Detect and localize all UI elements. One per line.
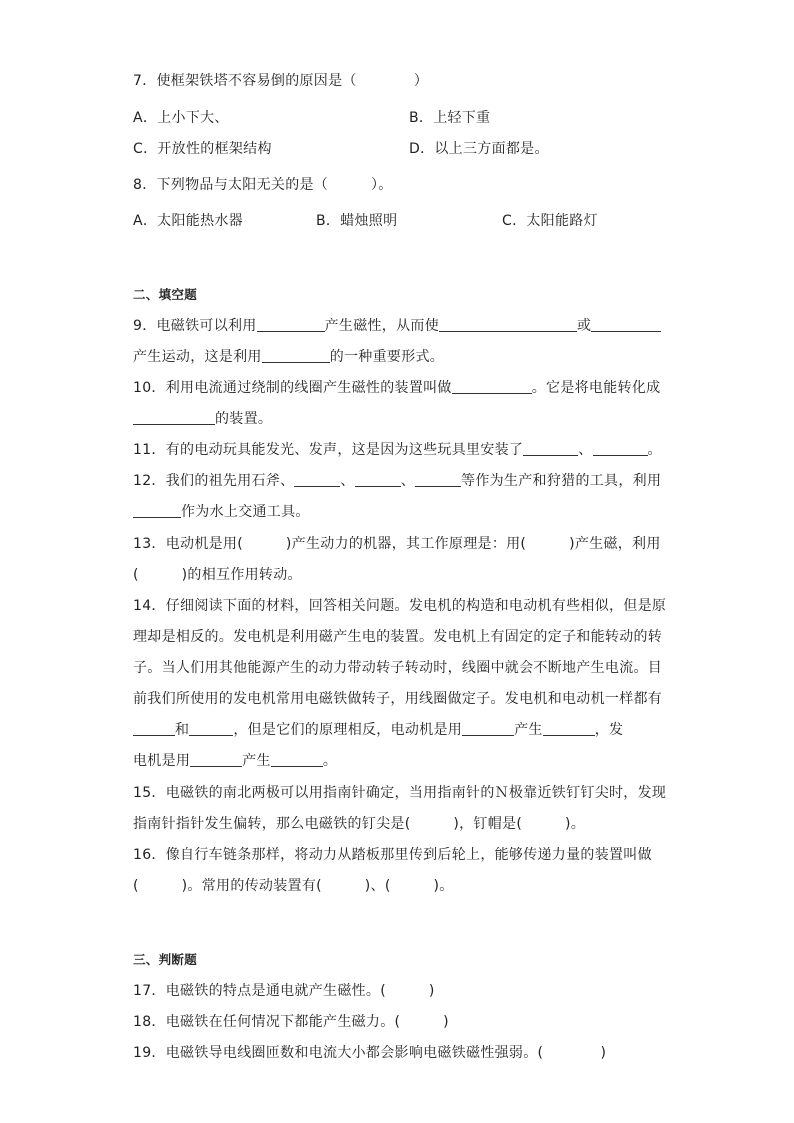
q14-line6: 电机是用 产生 。	[133, 753, 338, 769]
q14-line4: 前我们所使用的发电机常用电磁铁做转子，用线圈做定子。发电机和电动机一样都有	[133, 691, 663, 707]
q8-stem: 8．下列物品与太阳无关的是（ ）。	[133, 177, 393, 193]
q16-line1: 16．像自行车链条那样，将动力从踏板那里传到后轮上，能够传递力量的装置叫做	[133, 847, 652, 863]
q7-stem: 7．使框架铁塔不容易倒的原因是（ ）	[133, 73, 429, 89]
q8-option-a: A．太阳能热水器	[133, 213, 243, 229]
q10-line1: 10．利用电流通过绕制的线圈产生磁性的装置叫做 。它是将电能转化成	[133, 380, 661, 396]
q9-line1: 9．电磁铁可以利用 产生磁性，从而使 或	[133, 317, 661, 335]
q13-line2: ( )的相互作用转动。	[133, 567, 302, 583]
q17: 17．电磁铁的特点是通电就产生磁性。( )	[133, 983, 435, 999]
section-heading-fill-in: 二、填空题	[133, 287, 198, 302]
q11-line: 11．有的电动玩具能发光、发声，这是因为这些玩具里安装了 、 。	[133, 442, 662, 458]
q16-line2: ( )。常用的传动装置有( )、( )。	[133, 878, 454, 894]
q14-line1: 14．仔细阅读下面的材料，回答相关问题。发电机的构造和电动机有些相似，但是原	[133, 598, 667, 614]
q18: 18．电磁铁在任何情况下都能产生磁力。( )	[133, 1014, 449, 1030]
q12-line2: 作为水上交通工具。	[133, 503, 310, 521]
q12-line1: 12．我们的祖先用石斧、 、 、 等作为生产和狩猎的工具，利用	[133, 473, 662, 489]
q9-line2: 产生运动，这是利用 的一种重要形式。	[133, 349, 445, 365]
section-heading-true-false: 三、判断题	[133, 952, 198, 967]
q15-line1: 15．电磁铁的南北两极可以用指南针确定，当用指南针的Ｎ极靠近铁钉钉尖时，发现	[133, 785, 667, 801]
q8-option-c: C．太阳能路灯	[502, 213, 598, 229]
q7-option-a: A．上小下大、	[133, 110, 229, 126]
q7-option-d: D．以上三方面都是。	[409, 141, 549, 157]
q19: 19．电磁铁导电线圈匝数和电流大小都会影响电磁铁磁性强弱。( )	[133, 1045, 607, 1061]
q8-option-b: B．蜡烛照明	[316, 213, 398, 229]
q13-line1: 13．电动机是用( )产生动力的机器，其工作原理是：用( )产生磁，利用	[133, 536, 661, 552]
q10-line2: 的装置。	[133, 410, 272, 428]
q15-line2: 指南针指针发生偏转，那么电磁铁的钉尖是( )，钉帽是( )。	[133, 816, 586, 832]
q14-line5: 和 ，但是它们的原理相反，电动机是用 产生 ，发	[133, 721, 623, 739]
q7-option-b: B．上轻下重	[409, 110, 491, 126]
q14-line2: 理却是相反的。发电机是利用磁产生电的装置。发电机上有固定的定子和能转动的转	[133, 629, 663, 645]
q14-line3: 子。当人们用其他能源产生的动力带动转子转动时，线圈中就会不断地产生电流。目	[133, 660, 663, 676]
q7-option-c: C．开放性的框架结构	[133, 141, 272, 157]
